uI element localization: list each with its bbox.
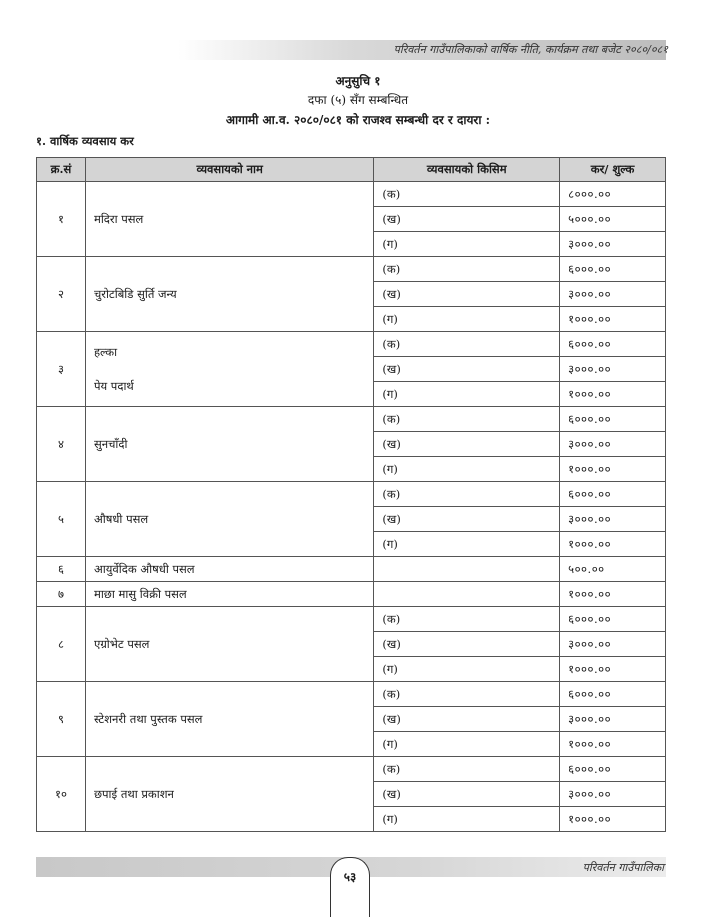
tax-fee-cell: ३०००.०० xyxy=(560,432,666,457)
table-row xyxy=(37,557,666,582)
serial-cell: २ xyxy=(37,257,86,332)
business-type-cell: (ख) xyxy=(374,432,560,457)
schedule-subtitle: दफा (५) सँग सम्बन्धित xyxy=(307,93,409,107)
business-type-cell: (ग) xyxy=(374,532,560,557)
business-name-cell: चुरोटबिडि सुर्ति जन्य xyxy=(85,257,373,332)
business-type-cell: (क) xyxy=(374,257,560,282)
business-type-cell: (ख) xyxy=(374,782,560,807)
business-type-cell: (ग) xyxy=(374,307,560,332)
tax-fee-cell: १०००.०० xyxy=(560,532,666,557)
business-name-line: हल्का xyxy=(93,345,118,359)
tax-fee-cell: १०००.०० xyxy=(560,657,666,682)
table-row xyxy=(37,757,666,782)
serial-cell: १ xyxy=(37,182,86,257)
business-type-cell: (ख) xyxy=(374,207,560,232)
header-tax-fee: कर/ शुल्क xyxy=(560,158,666,182)
tax-fee-cell: १०००.०० xyxy=(560,732,666,757)
business-type-cell: (ख) xyxy=(374,357,560,382)
tax-fee-cell: ५००.०० xyxy=(560,557,666,582)
business-type-cell: (क) xyxy=(374,182,560,207)
tax-fee-cell: १०००.०० xyxy=(560,807,666,832)
serial-cell: १० xyxy=(37,757,86,832)
business-type-cell: (ग) xyxy=(374,382,560,407)
tax-fee-cell: ३०००.०० xyxy=(560,282,666,307)
tax-fee-cell: ३०००.०० xyxy=(560,632,666,657)
business-type-cell xyxy=(374,582,560,607)
tax-rate-table xyxy=(36,157,666,832)
table-row xyxy=(37,182,666,207)
business-type-cell: (ग) xyxy=(374,657,560,682)
tax-fee-cell: ६०००.०० xyxy=(560,257,666,282)
tax-fee-cell: ६०००.०० xyxy=(560,332,666,357)
serial-cell: ६ xyxy=(37,557,86,582)
section-heading: १. वार्षिक व्यवसाय कर xyxy=(36,134,134,148)
business-name-cell xyxy=(85,332,373,407)
business-type-cell: (क) xyxy=(374,682,560,707)
table-row xyxy=(37,482,666,507)
tax-fee-cell: ८०००.०० xyxy=(560,182,666,207)
serial-cell: ५ xyxy=(37,482,86,557)
table-header-row xyxy=(37,158,666,182)
serial-cell: ७ xyxy=(37,582,86,607)
business-type-cell: (क) xyxy=(374,332,560,357)
tax-fee-cell: ३०००.०० xyxy=(560,232,666,257)
business-name-cell: मदिरा पसल xyxy=(85,182,373,257)
table-row xyxy=(37,682,666,707)
business-type-cell: (ख) xyxy=(374,282,560,307)
business-type-cell: (ख) xyxy=(374,707,560,732)
tax-fee-cell: १०००.०० xyxy=(560,457,666,482)
business-name-cell: स्टेशनरी तथा पुस्तक पसल xyxy=(85,682,373,757)
header-business-type: व्यवसायको किसिम xyxy=(374,158,560,182)
tax-fee-cell: ३०००.०० xyxy=(560,782,666,807)
business-name-line: पेय पदार्थ xyxy=(93,379,134,393)
tax-fee-cell: ३०००.०० xyxy=(560,707,666,732)
table-row xyxy=(37,607,666,632)
serial-cell: ८ xyxy=(37,607,86,682)
footer-org-name: परिवर्तन गाउँपालिका xyxy=(582,861,664,874)
business-name-cell: छपाई तथा प्रकाशन xyxy=(85,757,373,832)
serial-cell: ४ xyxy=(37,407,86,482)
tax-fee-cell: १०००.०० xyxy=(560,382,666,407)
business-name-cell: एग्रोभेट पसल xyxy=(85,607,373,682)
business-type-cell: (क) xyxy=(374,407,560,432)
business-name-cell: सुनचाँदी xyxy=(85,407,373,482)
business-type-cell: (ग) xyxy=(374,732,560,757)
tax-fee-cell: ६०००.०० xyxy=(560,682,666,707)
business-type-cell: (ख) xyxy=(374,632,560,657)
business-type-cell: (ग) xyxy=(374,457,560,482)
table-body xyxy=(37,182,666,832)
business-name-cell: औषधी पसल xyxy=(85,482,373,557)
table-row xyxy=(37,332,666,357)
tax-fee-cell: ६०००.०० xyxy=(560,757,666,782)
table-row xyxy=(37,582,666,607)
tax-fee-cell: १०००.०० xyxy=(560,582,666,607)
business-type-cell: (ख) xyxy=(374,507,560,532)
serial-cell: ३ xyxy=(37,332,86,407)
tax-fee-cell: १०००.०० xyxy=(560,307,666,332)
business-type-cell: (क) xyxy=(374,607,560,632)
header-business-name: व्यवसायको नाम xyxy=(85,158,373,182)
schedule-title: अनुसुचि १ xyxy=(335,74,381,88)
tax-fee-cell: ५०००.०० xyxy=(560,207,666,232)
table-row xyxy=(37,257,666,282)
schedule-heading: आगामी आ.व. २०८०/०८१ को राजश्व सम्बन्धी दर र दायरा : xyxy=(225,113,491,127)
tax-fee-cell: ६०००.०० xyxy=(560,482,666,507)
running-header: परिवर्तन गाउँपालिकाको वार्षिक नीति, कार्यक्रम तथा बजेट २०८०/०८१ xyxy=(393,43,668,56)
header-serial: क्र.सं xyxy=(37,158,86,182)
table-row xyxy=(37,407,666,432)
tax-fee-cell: ६०००.०० xyxy=(560,407,666,432)
tax-fee-cell: ६०००.०० xyxy=(560,607,666,632)
business-type-cell: (क) xyxy=(374,482,560,507)
serial-cell: ९ xyxy=(37,682,86,757)
business-type-cell: (ग) xyxy=(374,232,560,257)
business-name-cell: माछा मासु विक्री पसल xyxy=(85,582,373,607)
business-type-cell xyxy=(374,557,560,582)
tax-fee-cell: ३०००.०० xyxy=(560,507,666,532)
business-type-cell: (ग) xyxy=(374,807,560,832)
business-name-cell: आयुर्वेदिक औषधी पसल xyxy=(85,557,373,582)
business-type-cell: (क) xyxy=(374,757,560,782)
page-number: ५३ xyxy=(330,857,370,917)
tax-fee-cell: ३०००.०० xyxy=(560,357,666,382)
